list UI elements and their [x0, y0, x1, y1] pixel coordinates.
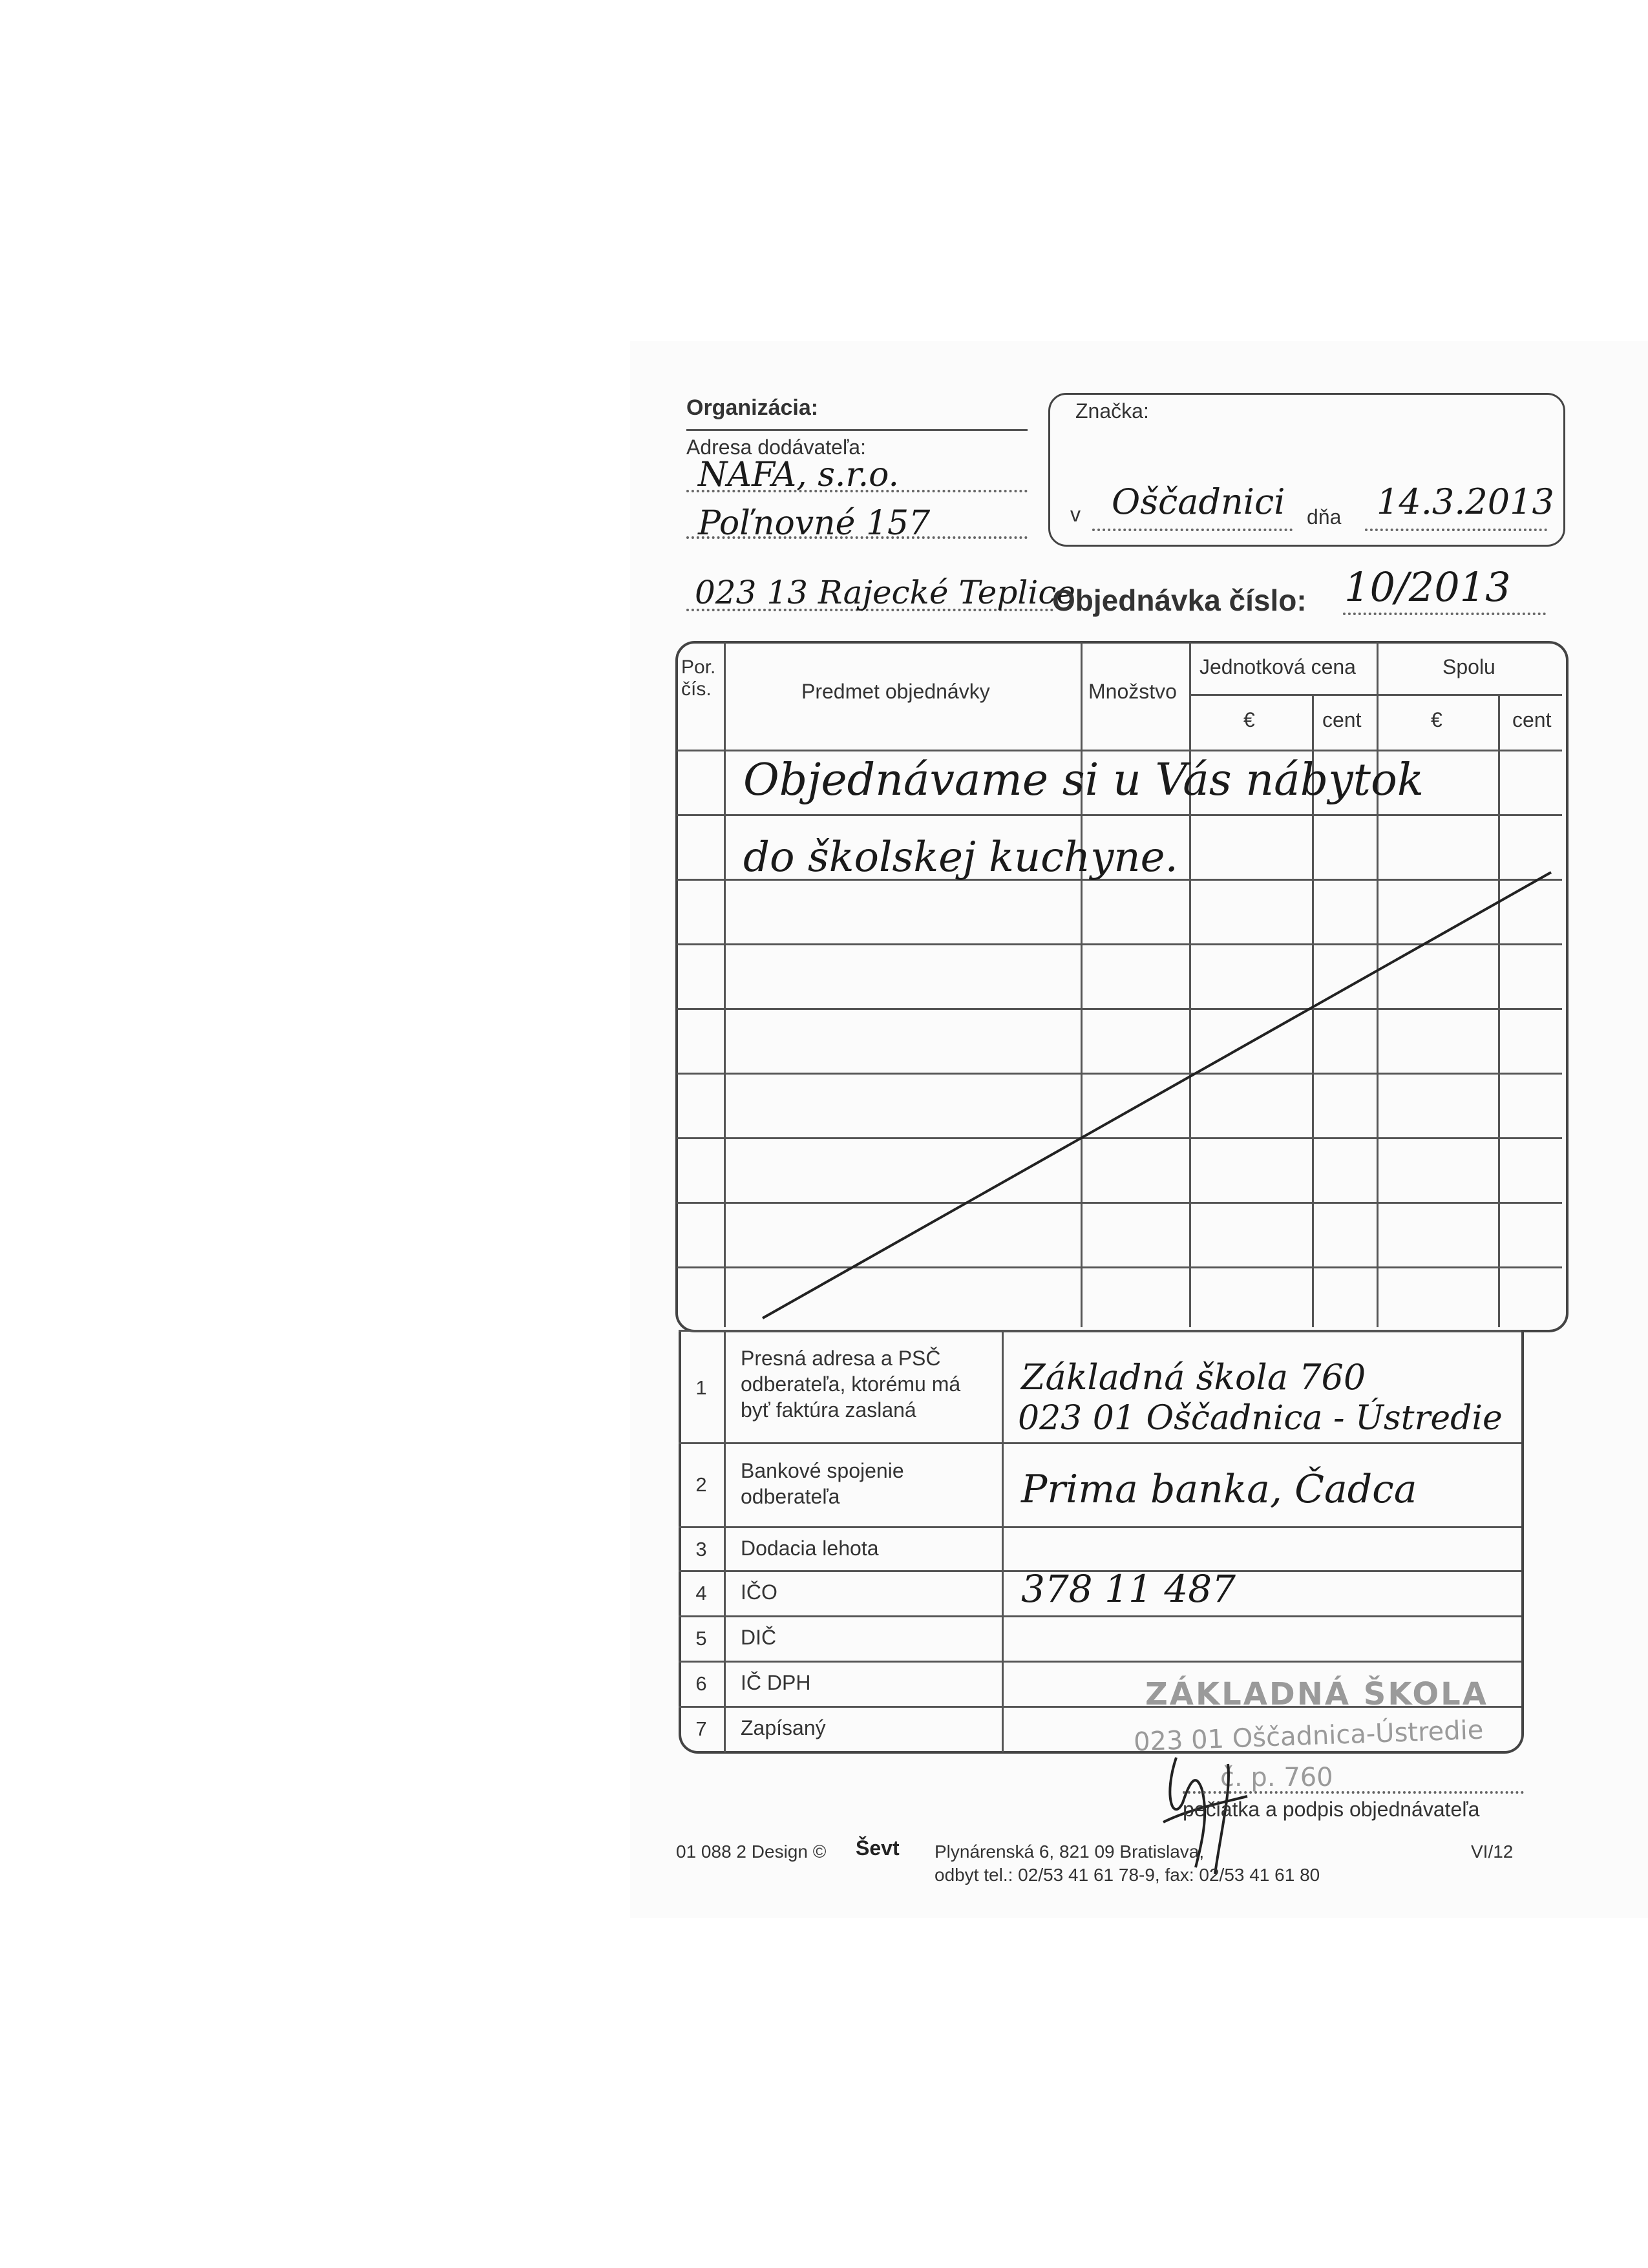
supplier-city-handwritten: 023 13 Rajecké Teplice: [695, 574, 1075, 611]
column-divider: [724, 1330, 726, 1752]
column-header-euro: €: [1243, 708, 1255, 731]
column-header-euro: €: [1431, 708, 1442, 731]
date-handwritten: 14.3.2013: [1377, 481, 1554, 522]
bank-handwritten: Prima banka, Čadca: [1021, 1467, 1417, 1512]
place-handwritten: Oščadnici: [1112, 481, 1285, 522]
column-header-quantity: Množstvo: [1088, 680, 1177, 703]
item-description-handwritten: do školskej kuchyne.: [743, 834, 1178, 881]
signature-line: [1183, 1791, 1524, 1794]
detail-label: Presná adresa a PSČ: [741, 1347, 941, 1370]
detail-label: odberateľa, ktorému má: [741, 1372, 961, 1396]
supplier-street-handwritten: Poľnovné 157: [698, 504, 931, 543]
row-line: [679, 1661, 1521, 1663]
row-number: 2: [695, 1473, 707, 1496]
column-header-cis: čís.: [681, 678, 712, 700]
detail-label: IČO: [741, 1580, 777, 1604]
row-line: [679, 1615, 1521, 1617]
order-number-handwritten: 10/2013: [1344, 563, 1511, 611]
supplier-name-handwritten: NAFA, s.r.o.: [698, 456, 900, 494]
footer-phones: odbyt tel.: 02/53 41 61 78-9, fax: 02/53 41 61 80: [935, 1865, 1320, 1885]
row-number: 4: [695, 1582, 707, 1604]
signature-label: pečiatka a podpis objednávateľa: [1183, 1798, 1480, 1821]
column-header-unit-price: Jednotková cena: [1199, 655, 1356, 678]
date-prefix-label: dňa: [1307, 505, 1342, 529]
footer-form-code: 01 088 2 Design ©: [676, 1842, 827, 1862]
supplier-address-label: Adresa dodávateľa:: [686, 436, 866, 459]
row-line: [679, 1330, 1521, 1332]
publisher-logo: Ševt: [856, 1836, 900, 1860]
place-prefix-label: v: [1070, 503, 1081, 526]
reference-label: Značka:: [1075, 399, 1149, 423]
detail-label: Zapísaný: [741, 1716, 826, 1739]
column-header-cent: cent: [1512, 708, 1552, 731]
school-stamp-address: 023 01 Oščadnica-Ústredie: [1133, 1715, 1484, 1758]
column-header-por: Por.: [681, 656, 716, 678]
footer-version: VI/12: [1471, 1842, 1514, 1862]
detail-label: odberateľa: [741, 1485, 840, 1508]
column-divider: [1002, 1330, 1004, 1752]
row-number: 1: [695, 1376, 707, 1399]
footer-address: Plynárenská 6, 821 09 Bratislava,: [935, 1842, 1205, 1862]
item-description-handwritten: Objednávame si u Vás nábytok: [743, 755, 1424, 806]
detail-label: Bankové spojenie: [741, 1459, 904, 1482]
column-header-item: Predmet objednávky: [801, 680, 990, 703]
row-line: [679, 1442, 1521, 1444]
billing-address-handwritten: Základná škola 760: [1021, 1357, 1366, 1398]
detail-label: DIČ: [741, 1626, 777, 1649]
column-header-cent: cent: [1322, 708, 1362, 731]
billing-address-handwritten: 023 01 Oščadnica - Ústredie: [1018, 1399, 1503, 1438]
detail-label: IČ DPH: [741, 1671, 811, 1694]
row-number: 6: [695, 1672, 707, 1695]
row-number: 3: [695, 1538, 707, 1560]
column-header-total: Spolu: [1442, 655, 1495, 678]
detail-label: byť faktúra zaslaná: [741, 1398, 916, 1422]
school-stamp-title: ZÁKLADNÁ ŠKOLA: [1145, 1676, 1488, 1712]
company-id-handwritten: 378 11 487: [1021, 1567, 1236, 1611]
row-line: [679, 1526, 1521, 1528]
school-stamp-number: č. p. 760: [1220, 1763, 1333, 1792]
row-number: 5: [695, 1627, 707, 1650]
row-number: 7: [695, 1717, 707, 1740]
order-number-label: Objednávka číslo:: [1052, 583, 1307, 617]
organization-label: Organizácia:: [686, 395, 819, 420]
detail-label: Dodacia lehota: [741, 1537, 879, 1560]
